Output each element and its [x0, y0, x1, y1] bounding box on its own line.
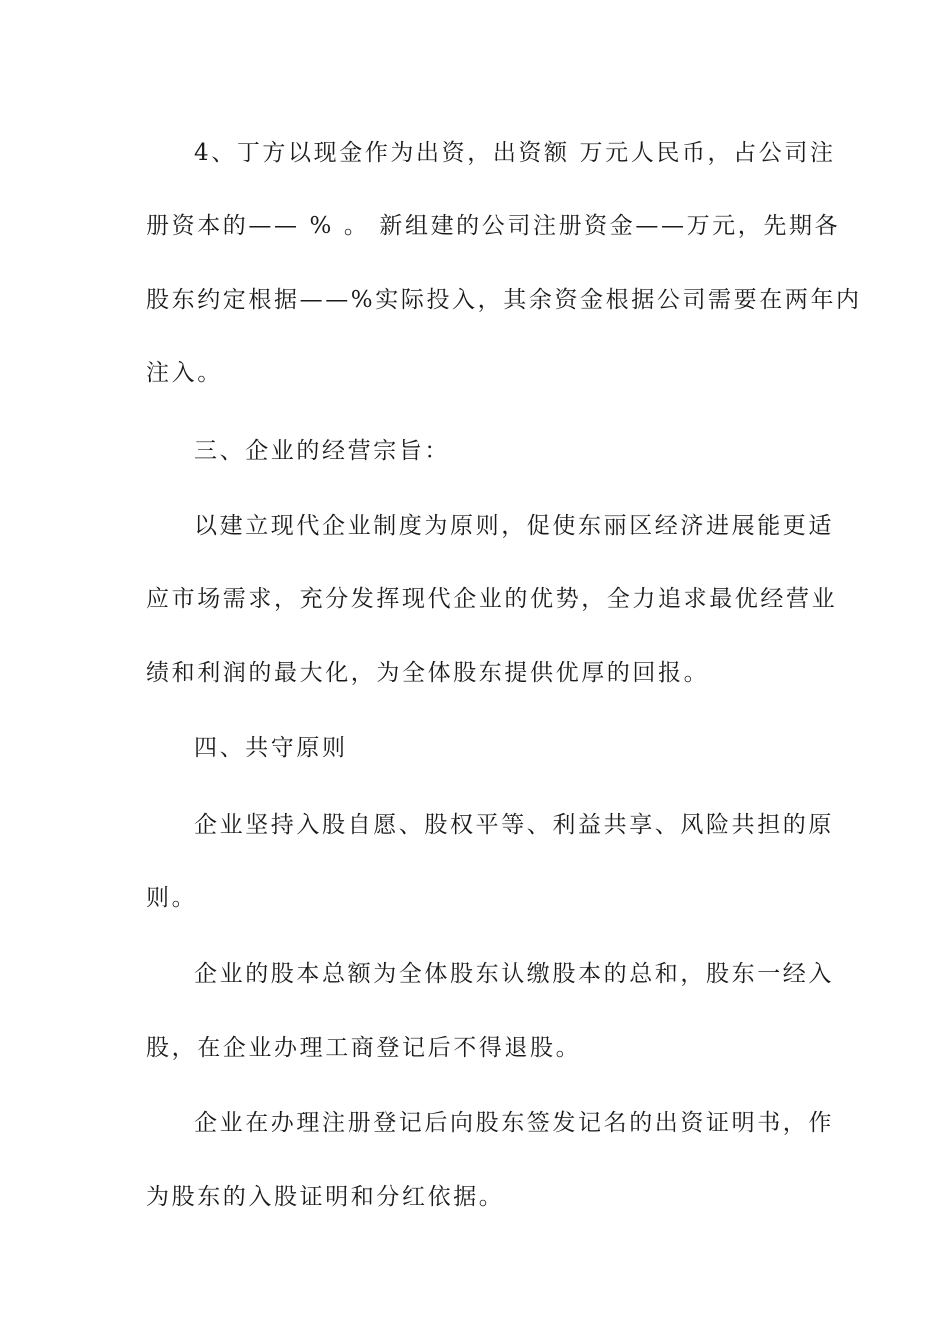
paragraph-line: 册资本的—— % 。 新组建的公司注册资金——万元，先期各 — [146, 213, 841, 239]
paragraph-line: 股东约定根据——%实际投入，其余资金根据公司需要在两年内 — [146, 287, 862, 313]
paragraph-line: 为股东的入股证明和分红依据。 — [146, 1184, 505, 1210]
paragraph-line: 注入。 — [146, 360, 223, 386]
paragraph-line: 以建立现代企业制度为原则，促使东丽区经济进展能更适 — [194, 513, 834, 539]
paragraph-line: 股，在企业办理工商登记后不得退股。 — [146, 1035, 582, 1061]
paragraph-line: 应市场需求，充分发挥现代企业的优势，全力追求最优经营业 — [146, 586, 838, 612]
paragraph-line: 企业坚持入股自愿、股权平等、利益共享、风险共担的原 — [194, 812, 834, 838]
paragraph-line: 企业在办理注册登记后向股东签发记名的出资证明书，作 — [194, 1110, 834, 1136]
paragraph-line: 绩和利润的最大化，为全体股东提供优厚的回报。 — [146, 660, 710, 686]
paragraph-line: 4、丁方以现金作为出资，出资额 万元人民币，占公司注 — [194, 140, 836, 166]
section-heading: 四、共守原则 — [194, 735, 348, 761]
paragraph-line: 企业的股本总额为全体股东认缴股本的总和，股东一经入 — [194, 961, 834, 987]
section-heading: 三、企业的经营宗旨： — [194, 438, 450, 464]
paragraph-line: 则。 — [146, 885, 198, 911]
